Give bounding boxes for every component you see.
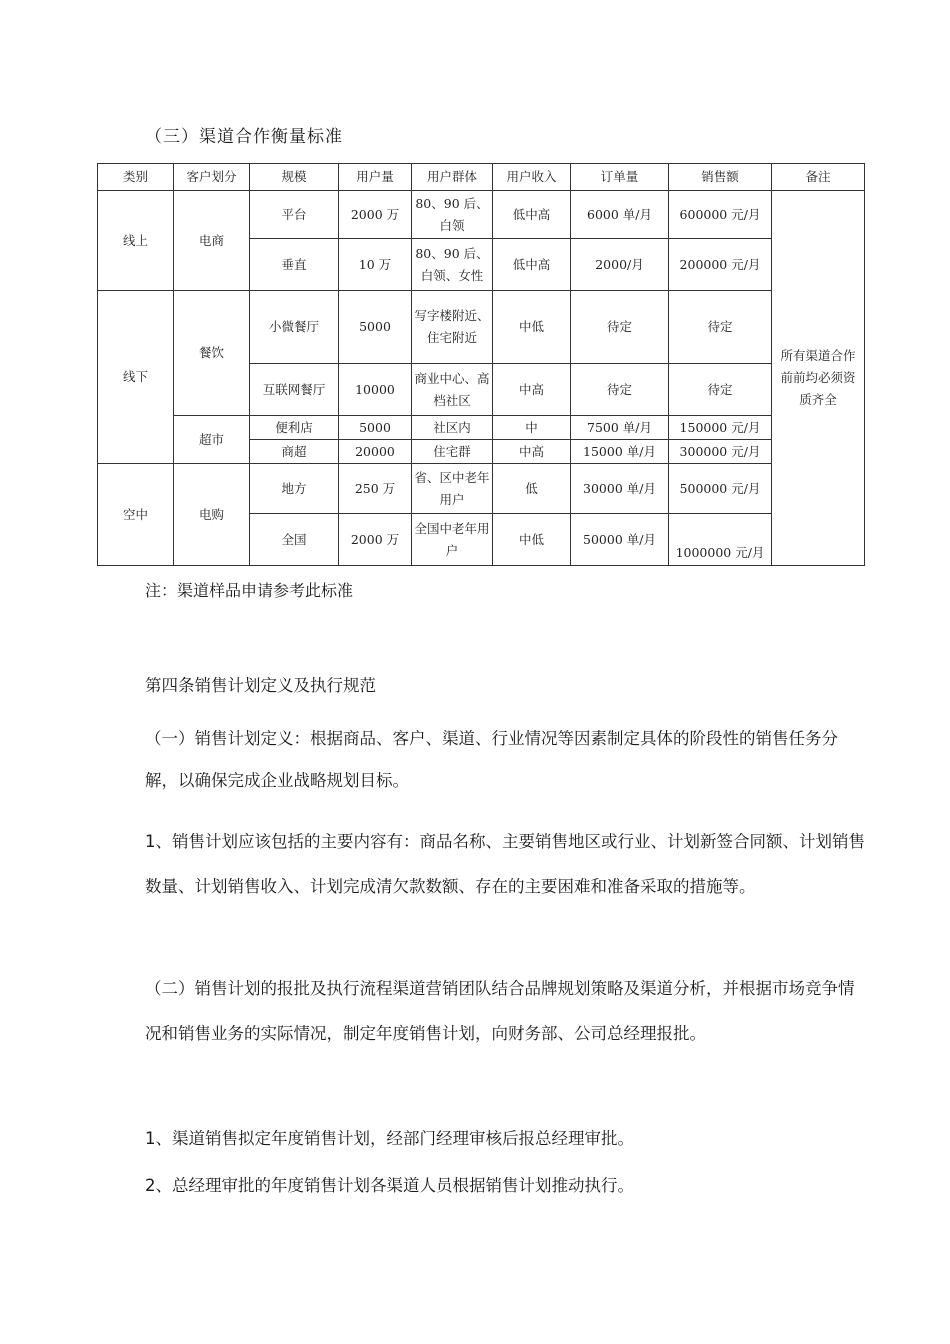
sales-cell: 600000 元/月 (669, 191, 772, 239)
list-item-1: 1、渠道销售拟定年度销售计划，经部门经理审核后报总经理审批。 (145, 1129, 634, 1148)
section-heading: （三）渠道合作衡量标准 (145, 127, 343, 147)
group-cell: 商业中心、高档社区 (412, 364, 493, 416)
segment-cell: 电商 (174, 191, 250, 291)
table-note: 注：渠道样品申请参考此标准 (145, 581, 354, 600)
income-cell: 中高 (493, 364, 571, 416)
users-cell: 20000 (339, 440, 412, 464)
group-cell: 80、90 后、白领 (412, 191, 493, 239)
sales-cell: 待定 (669, 291, 772, 364)
orders-cell: 7500 单/月 (571, 416, 669, 440)
orders-cell: 待定 (571, 291, 669, 364)
sales-cell: 200000 元/月 (669, 239, 772, 291)
remark-cell: 所有渠道合作前前均必须资质齐全 (772, 191, 865, 566)
income-cell: 低中高 (493, 191, 571, 239)
income-cell: 低中高 (493, 239, 571, 291)
scale-cell: 平台 (250, 191, 339, 239)
segment-cell: 电购 (174, 464, 250, 566)
sales-cell: 500000 元/月 (669, 464, 772, 514)
users-cell: 10 万 (339, 239, 412, 291)
group-cell: 省、区中老年用户 (412, 464, 493, 514)
header-cell: 订单量 (571, 164, 669, 191)
header-cell: 类别 (98, 164, 174, 191)
group-cell: 社区内 (412, 416, 493, 440)
orders-cell: 待定 (571, 364, 669, 416)
group-cell: 全国中老年用户 (412, 514, 493, 566)
table-header-row (98, 164, 865, 191)
orders-cell: 30000 单/月 (571, 464, 669, 514)
article-title: 第四条销售计划定义及执行规范 (145, 676, 376, 695)
segment-cell: 餐饮 (174, 291, 250, 416)
sales-cell: 300000 元/月 (669, 440, 772, 464)
users-cell: 10000 (339, 364, 412, 416)
orders-cell: 6000 单/月 (571, 191, 669, 239)
users-cell: 5000 (339, 291, 412, 364)
group-cell: 住宅群 (412, 440, 493, 464)
income-cell: 低 (493, 464, 571, 514)
category-cell: 空中 (98, 464, 174, 566)
sales-cell: 150000 元/月 (669, 416, 772, 440)
group-cell: 80、90 后、白领、女性 (412, 239, 493, 291)
scale-cell: 小微餐厅 (250, 291, 339, 364)
orders-cell: 2000/月 (571, 239, 669, 291)
table-row (98, 464, 865, 514)
header-cell: 用户量 (339, 164, 412, 191)
table-row (98, 291, 865, 364)
scale-cell: 全国 (250, 514, 339, 566)
users-cell: 2000 万 (339, 514, 412, 566)
income-cell: 中低 (493, 514, 571, 566)
header-cell: 销售额 (669, 164, 772, 191)
category-cell: 线下 (98, 291, 174, 464)
group-cell: 写字楼附近、住宅附近 (412, 291, 493, 364)
orders-cell: 15000 单/月 (571, 440, 669, 464)
scale-cell: 互联网餐厅 (250, 364, 339, 416)
list-item-2: 2、总经理审批的年度销售计划各渠道人员根据销售计划推动执行。 (145, 1176, 634, 1195)
orders-cell: 50000 单/月 (571, 514, 669, 566)
income-cell: 中低 (493, 291, 571, 364)
channel-standard-table (97, 163, 865, 566)
segment-cell: 超市 (174, 416, 250, 464)
sales-cell: 待定 (669, 364, 772, 416)
table-row (98, 416, 865, 440)
table-row (98, 191, 865, 239)
users-cell: 2000 万 (339, 191, 412, 239)
header-cell: 用户群体 (412, 164, 493, 191)
income-cell: 中高 (493, 440, 571, 464)
scale-cell: 地方 (250, 464, 339, 514)
header-cell: 客户划分 (174, 164, 250, 191)
sales-cell: 1000000 元/月 (669, 514, 772, 566)
paragraph-sales-plan-definition: （一）销售计划定义：根据商品、客户、渠道、行业情况等因素制定具体的阶段性的销售任务分解，以确保完成企业战略规划目标。 (145, 729, 838, 790)
income-cell: 中 (493, 416, 571, 440)
header-cell: 用户收入 (493, 164, 571, 191)
users-cell: 5000 (339, 416, 412, 440)
paragraph-sales-plan-contents: 1、销售计划应该包括的主要内容有：商品名称、主要销售地区或行业、计划新签合同额、计划销售数量、计划销售收入、计划完成清欠款数额、存在的主要困难和准备采取的措施等。 (145, 832, 865, 896)
header-cell: 备注 (772, 164, 865, 191)
users-cell: 250 万 (339, 464, 412, 514)
scale-cell: 商超 (250, 440, 339, 464)
category-cell: 线上 (98, 191, 174, 291)
scale-cell: 垂直 (250, 239, 339, 291)
paragraph-approval-process: （二）销售计划的报批及执行流程渠道营销团队结合品牌规划策略及渠道分析，并根据市场竞争情况和销售业务的实际情况，制定年度销售计划，向财务部、公司总经理报批。 (145, 979, 855, 1043)
header-cell: 规模 (250, 164, 339, 191)
scale-cell: 便利店 (250, 416, 339, 440)
